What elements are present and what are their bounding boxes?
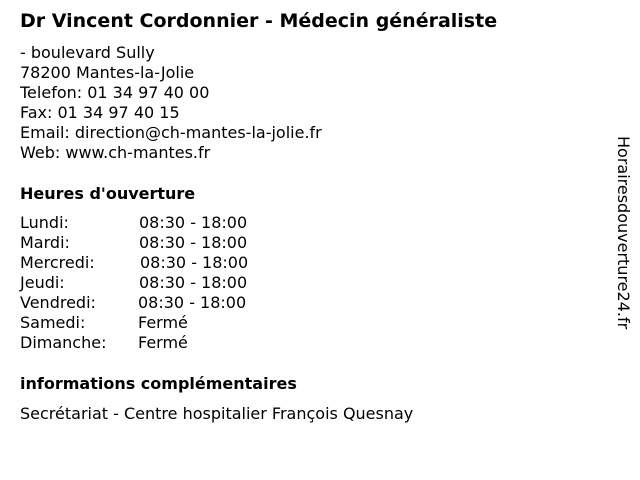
time-value: 08:30 - 18:00: [139, 233, 248, 252]
fax-number: Fax: 01 34 97 40 15: [20, 103, 180, 122]
hours-row-monday: [20, 213, 320, 233]
day-label: Samedi:: [20, 313, 86, 332]
time-value: 08:30 - 18:00: [140, 253, 249, 272]
opening-hours-table: [20, 213, 320, 353]
phone-number: Telefon: 01 34 97 40 00: [20, 83, 210, 102]
time-value: 08:30 - 18:00: [139, 213, 248, 232]
page-title: Dr Vincent Cordonnier - Médecin généraliste: [20, 10, 498, 32]
street-address: - boulevard Sully: [20, 43, 155, 62]
hours-row-thursday: [20, 273, 320, 293]
website: Web: www.ch-mantes.fr: [20, 143, 211, 162]
hours-row-saturday: [20, 313, 320, 333]
day-label: Dimanche:: [20, 333, 107, 352]
time-value: 08:30 - 18:00: [138, 293, 247, 312]
email-address: Email: direction@ch-mantes-la-jolie.fr: [20, 123, 322, 142]
day-label: Lundi:: [20, 213, 69, 232]
time-value: Fermé: [138, 313, 188, 332]
hours-row-tuesday: [20, 233, 320, 253]
contact-block: [20, 43, 322, 163]
time-value: 08:30 - 18:00: [139, 273, 248, 292]
day-label: Mardi:: [20, 233, 70, 252]
hours-row-wednesday: [20, 253, 320, 273]
day-label: Vendredi:: [20, 293, 96, 312]
site-watermark: Horairesdouverture24.fr: [614, 136, 633, 330]
city-address: 78200 Mantes-la-Jolie: [20, 63, 195, 82]
time-value: Fermé: [138, 333, 188, 352]
day-label: Mercredi:: [20, 253, 95, 272]
additional-info-text: Secrétariat - Centre hospitalier François Quesnay: [20, 404, 414, 423]
additional-info-heading: informations complémentaires: [20, 374, 297, 393]
day-label: Jeudi:: [20, 273, 65, 292]
hours-row-friday: [20, 293, 320, 313]
hours-row-sunday: [20, 333, 320, 353]
opening-hours-heading: Heures d'ouverture: [20, 184, 196, 203]
